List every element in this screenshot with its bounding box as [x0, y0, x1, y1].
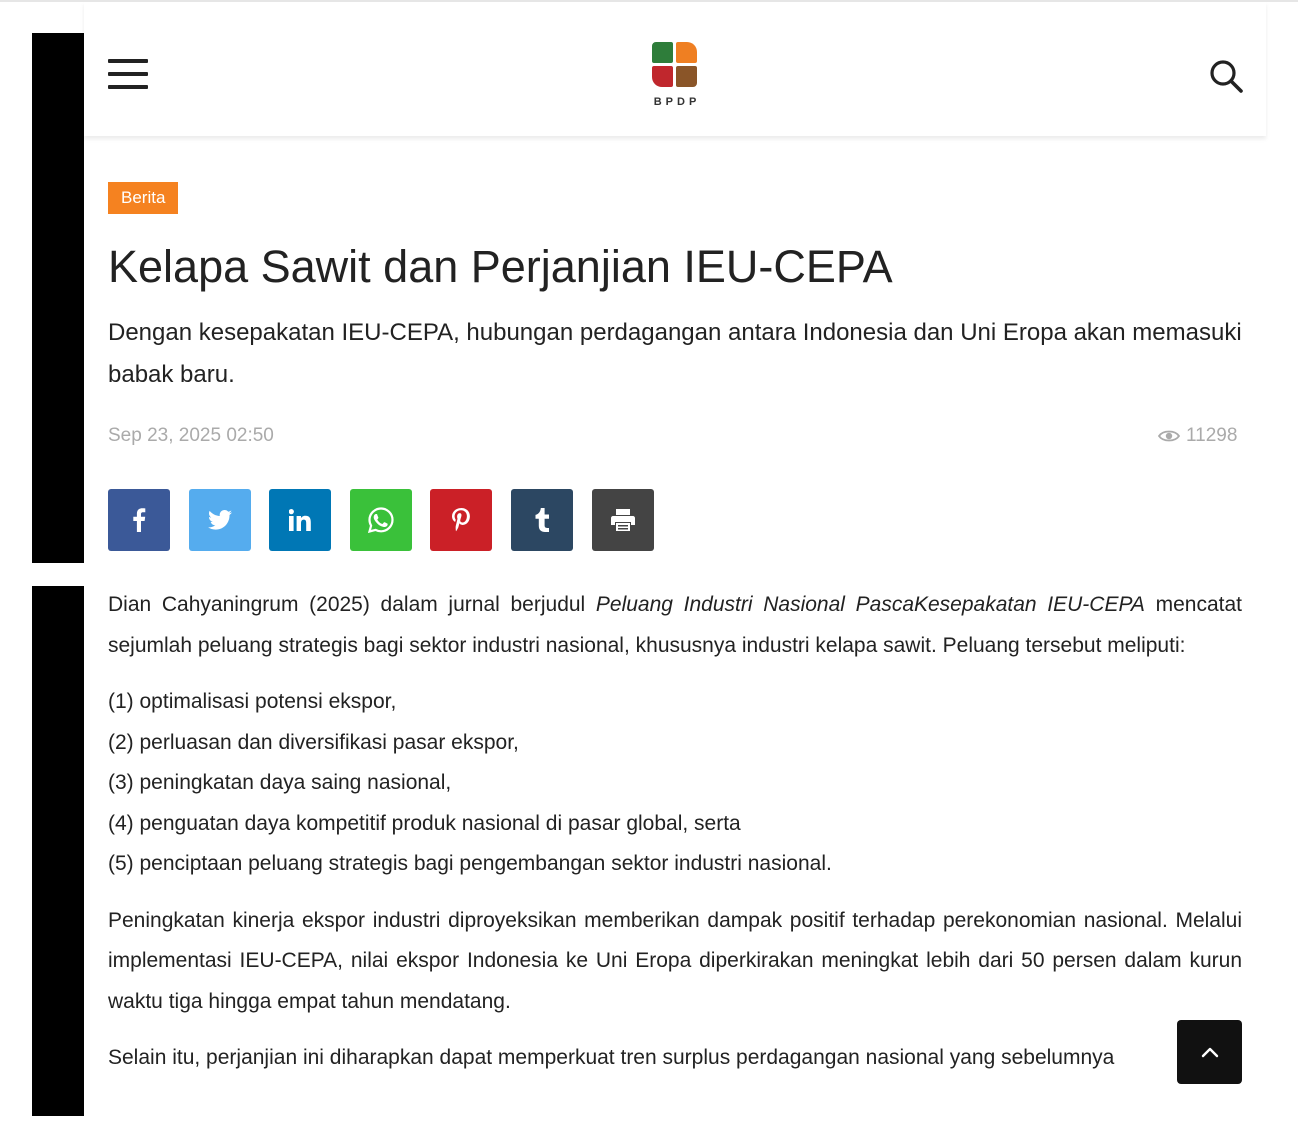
opportunity-list — [108, 682, 1242, 885]
facebook-icon — [132, 508, 146, 532]
journal-title: Peluang Industri Nasional PascaKesepakatan IEU-CEPA — [595, 593, 1145, 616]
paragraph-3: Selain itu, perjanjian ini diharapkan dapat memperkuat tren surplus perdagangan nasional yang sebelumnya — [108, 1046, 1115, 1069]
list-item: (5) penciptaan peluang strategis bagi pengembangan sektor industri nasional. — [108, 852, 832, 875]
category-badge[interactable]: Berita — [108, 182, 178, 214]
list-item: (4) penguatan daya kompetitif produk nasional di pasar global, serta — [108, 811, 741, 835]
pinterest-icon — [452, 508, 470, 532]
tumblr-icon — [535, 508, 549, 532]
search-icon[interactable] — [1208, 58, 1244, 94]
redaction-bar-bottom — [32, 586, 84, 1116]
share-tumblr-button[interactable] — [511, 489, 573, 551]
article-body — [108, 585, 1242, 1079]
logo-text: BPDP — [653, 96, 701, 108]
article-title: Kelapa Sawit dan Perjanjian IEU-CEPA — [108, 241, 893, 292]
view-count-value: 11298 — [1186, 425, 1238, 446]
share-pinterest-button[interactable] — [430, 489, 492, 551]
share-linkedin-button[interactable] — [269, 489, 331, 551]
linkedin-icon — [289, 509, 311, 531]
site-header — [84, 2, 1266, 136]
print-button[interactable] — [592, 489, 654, 551]
article-subtitle: Dengan kesepakatan IEU-CEPA, hubungan perdagangan antara Indonesia dan Uni Eropa akan memasuki babak baru. — [108, 319, 1242, 388]
chevron-up-icon — [1201, 1046, 1219, 1058]
share-whatsapp-button[interactable] — [350, 489, 412, 551]
list-item: (2) perluasan dan diversifikasi pasar ekspor, — [108, 730, 519, 754]
share-twitter-button[interactable] — [189, 489, 251, 551]
share-facebook-button[interactable] — [108, 489, 170, 551]
intro-paragraph: Dian Cahyaningrum (2025) dalam jurnal berjudul Peluang Industri Nasional PascaKesepakatan IEU-CEPA mencatat sejumlah peluang strategis bagi sektor industri nasional, khususnya industri kelapa sawit. Peluang tersebut meliputi: — [108, 593, 1242, 657]
hamburger-menu-icon[interactable] — [108, 59, 148, 91]
whatsapp-icon — [368, 507, 394, 533]
view-count — [1158, 425, 1237, 447]
logo-mark — [652, 42, 698, 88]
paragraph-2: Peningkatan kinerja ekspor industri diproyeksikan memberikan dampak positif terhadap perekonomian nasional. Melalui implementasi IEU-CEPA, nilai ekspor Indonesia ke Uni Eropa diperkirakan meningkat lebih dari 50 persen dalam kurun waktu tiga hingga empat tahun mendatang. — [108, 908, 1242, 1013]
redaction-bar-top — [32, 33, 84, 563]
back-to-top-button[interactable] — [1177, 1020, 1242, 1084]
publish-date: Sep 23, 2025 02:50 — [108, 425, 274, 446]
bpdp-logo[interactable] — [650, 42, 704, 112]
eye-icon — [1158, 429, 1180, 443]
twitter-icon — [208, 510, 232, 530]
list-item: (3) peningkatan daya saing nasional, — [108, 771, 452, 794]
list-item: (1) optimalisasi potensi ekspor, — [108, 690, 397, 713]
print-icon — [611, 509, 635, 531]
